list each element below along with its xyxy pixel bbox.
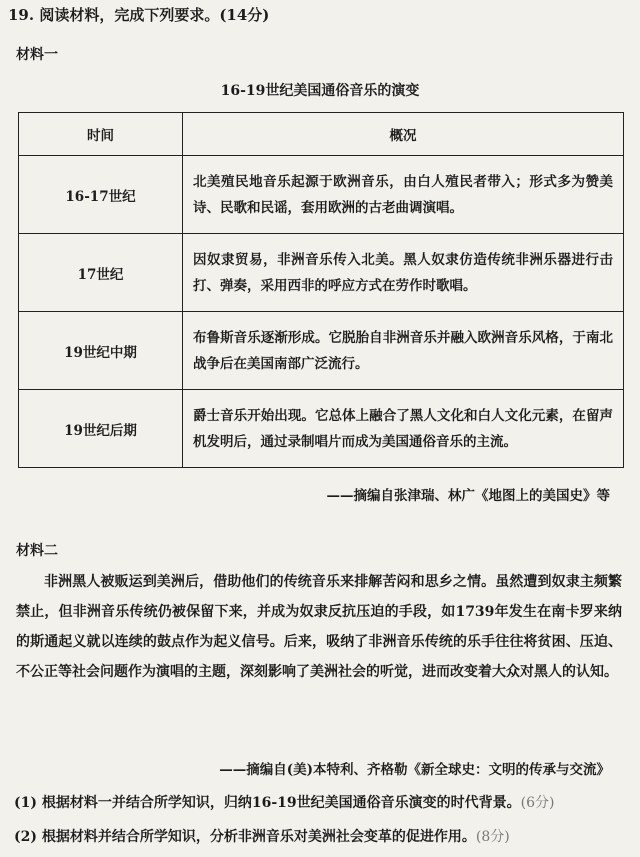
question-title: 19. 阅读材料，完成下列要求。(14分) xyxy=(8,6,270,24)
table-row xyxy=(19,390,624,468)
task-2 xyxy=(14,826,510,846)
row-desc: 爵士音乐开始出现。它总体上融合了黑人文化和白人文化元素，在留声机发明后，通过录制唱片而成为美国通俗音乐的主流。 xyxy=(183,390,624,468)
header-time: 时间 xyxy=(19,113,183,156)
table-row xyxy=(19,234,624,312)
material2-source: ——摘编自(美)本特利、齐格勒《新全球史：文明的传承与交流》 xyxy=(219,762,610,778)
task-1-text: (1) 根据材料一并结合所学知识，归纳16-19世纪美国通俗音乐演变的时代背景。 xyxy=(14,795,521,811)
row-time: 19世纪后期 xyxy=(19,390,183,468)
material1-source: ——摘编自张津瑞、林广《地图上的美国史》等 xyxy=(326,488,610,504)
row-time: 19世纪中期 xyxy=(19,312,183,390)
task-2-points: (8分) xyxy=(475,829,510,845)
material2-paragraph: 非洲黑人被贩运到美洲后，借助他们的传统音乐来排解苦闷和思乡之情。虽然遭到奴隶主频繁禁止，但非洲音乐传统仍被保留下来，并成为奴隶反抗压迫的手段，如1739年发生在南卡罗来纳的斯通起义就以连续的鼓点作为起义信号。后来，吸纳了非洲音乐传统的乐手往往将贫困、压迫、不公正等社会问题作为演唱的主题，深刻影响了美洲社会的听觉，进而改变着大众对黑人的认知。 xyxy=(16,574,622,680)
task-2-text: (2) 根据材料并结合所学知识，分析非洲音乐对美洲社会变革的促进作用。 xyxy=(14,829,476,845)
row-time: 16-17世纪 xyxy=(19,156,183,234)
row-desc: 布鲁斯音乐逐渐形成。它脱胎自非洲音乐并融入欧洲音乐风格，于南北战争后在美国南部广泛流行。 xyxy=(183,312,624,390)
table-caption: 16-19世纪美国通俗音乐的演变 xyxy=(220,83,420,99)
row-desc: 北美殖民地音乐起源于欧洲音乐，由白人殖民者带入；形式多为赞美诗、民歌和民谣，套用欧洲的古老曲调演唱。 xyxy=(183,156,624,234)
material1-label: 材料一 xyxy=(16,47,58,63)
task-1 xyxy=(14,792,554,812)
table-header-row xyxy=(19,113,624,156)
row-time: 17世纪 xyxy=(19,234,183,312)
table-row xyxy=(19,312,624,390)
task-1-points: (6分) xyxy=(520,795,555,811)
material2-label: 材料二 xyxy=(16,543,58,559)
music-evolution-table xyxy=(18,112,624,468)
header-overview: 概况 xyxy=(183,113,624,156)
table-row xyxy=(19,156,624,234)
row-desc: 因奴隶贸易，非洲音乐传入北美。黑人奴隶仿造传统非洲乐器进行击打、弹奏，采用西非的呼应方式在劳作时歌唱。 xyxy=(183,234,624,312)
